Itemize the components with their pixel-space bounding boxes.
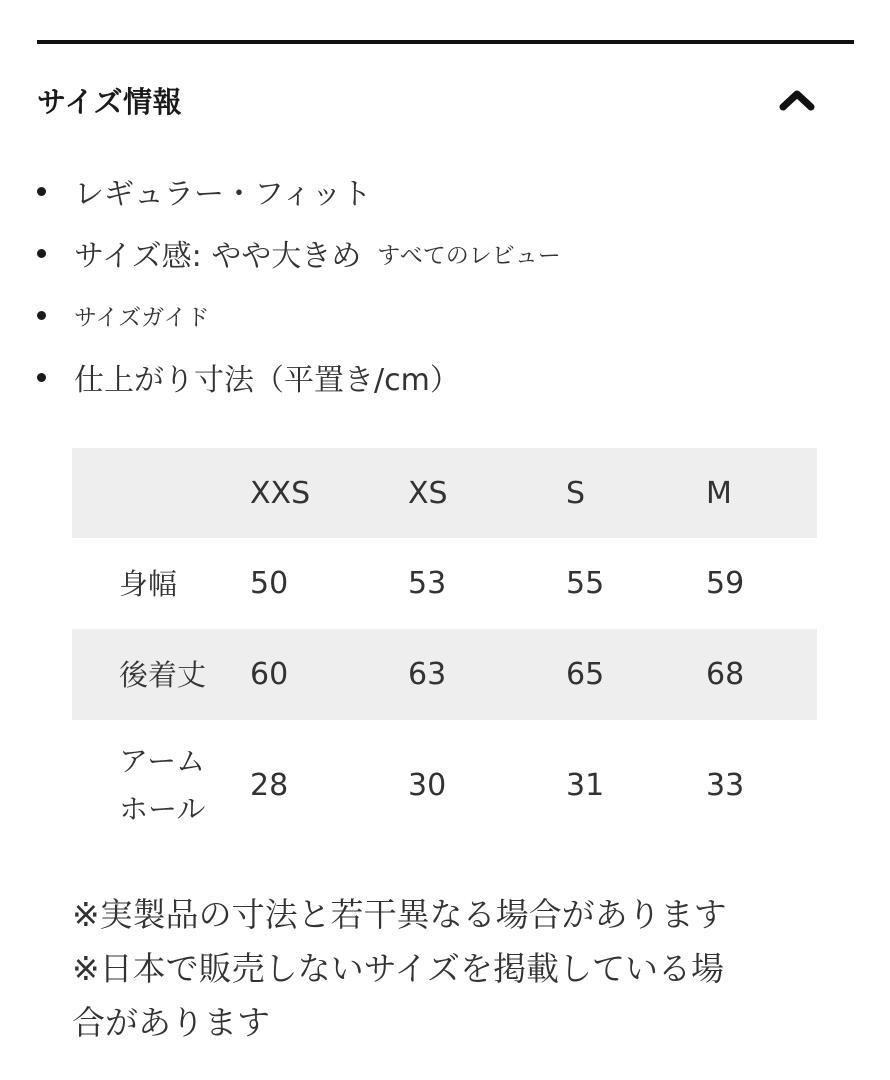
bullet-dot <box>37 187 46 196</box>
table-cell: 31 <box>566 767 605 803</box>
armhole-label-line-2: ホール <box>119 792 206 826</box>
note-line: ※実製品の寸法と若干異なる場合があります <box>72 895 727 934</box>
section-title: サイズ情報 <box>37 84 183 119</box>
chevron-up-icon[interactable] <box>777 85 817 115</box>
table-cell: 28 <box>250 767 289 803</box>
table-cell: 53 <box>408 566 447 601</box>
row-label-body-width: 身幅 <box>119 566 178 601</box>
size-info-list <box>37 160 837 408</box>
header-cell-s: S <box>566 475 586 511</box>
size-table <box>72 448 817 850</box>
table-header-row <box>72 448 817 538</box>
list-item-size-guide <box>37 284 837 346</box>
dimensions-caption: 仕上がり寸法（平置き/cm） <box>74 363 460 398</box>
row-label-armhole <box>72 720 232 850</box>
top-divider <box>37 40 854 44</box>
fit-text: レギュラー・フィット <box>74 177 372 212</box>
table-row <box>72 720 817 850</box>
table-cell: 65 <box>566 657 605 692</box>
note-line: 合があります <box>72 1003 270 1042</box>
size-notes <box>72 888 812 1050</box>
table-row <box>72 538 817 629</box>
note-line: ※日本で販売しないサイズを掲載している場 <box>72 949 725 988</box>
header-cell-xs: XS <box>408 475 448 511</box>
size-info-accordion-header[interactable] <box>37 74 817 126</box>
size-guide-link[interactable]: サイズガイド <box>74 304 210 331</box>
all-reviews-link[interactable]: すべてのレビュー <box>377 242 561 269</box>
armhole-label-line-1: アーム <box>119 744 206 778</box>
list-item-fit <box>37 160 837 222</box>
table-row <box>72 629 817 720</box>
list-item-size-feel <box>37 222 837 284</box>
bullet-dot <box>37 249 46 258</box>
table-cell: 68 <box>706 657 745 692</box>
table-cell: 63 <box>408 657 447 692</box>
table-cell: 55 <box>566 566 605 601</box>
table-cell: 59 <box>706 566 745 601</box>
table-cell: 60 <box>250 657 289 692</box>
table-cell: 50 <box>250 566 289 601</box>
bullet-dot <box>37 311 46 320</box>
row-label-back-length: 後着丈 <box>119 657 207 692</box>
size-feel-text: サイズ感: やや大きめ <box>74 239 362 274</box>
header-cell-xxs: XXS <box>250 475 311 511</box>
table-cell: 30 <box>408 767 447 803</box>
list-item-dimensions <box>37 346 837 408</box>
bullet-dot <box>37 373 46 382</box>
header-cell-empty <box>72 448 232 538</box>
header-cell-m: M <box>706 475 732 511</box>
table-cell: 33 <box>706 767 745 803</box>
